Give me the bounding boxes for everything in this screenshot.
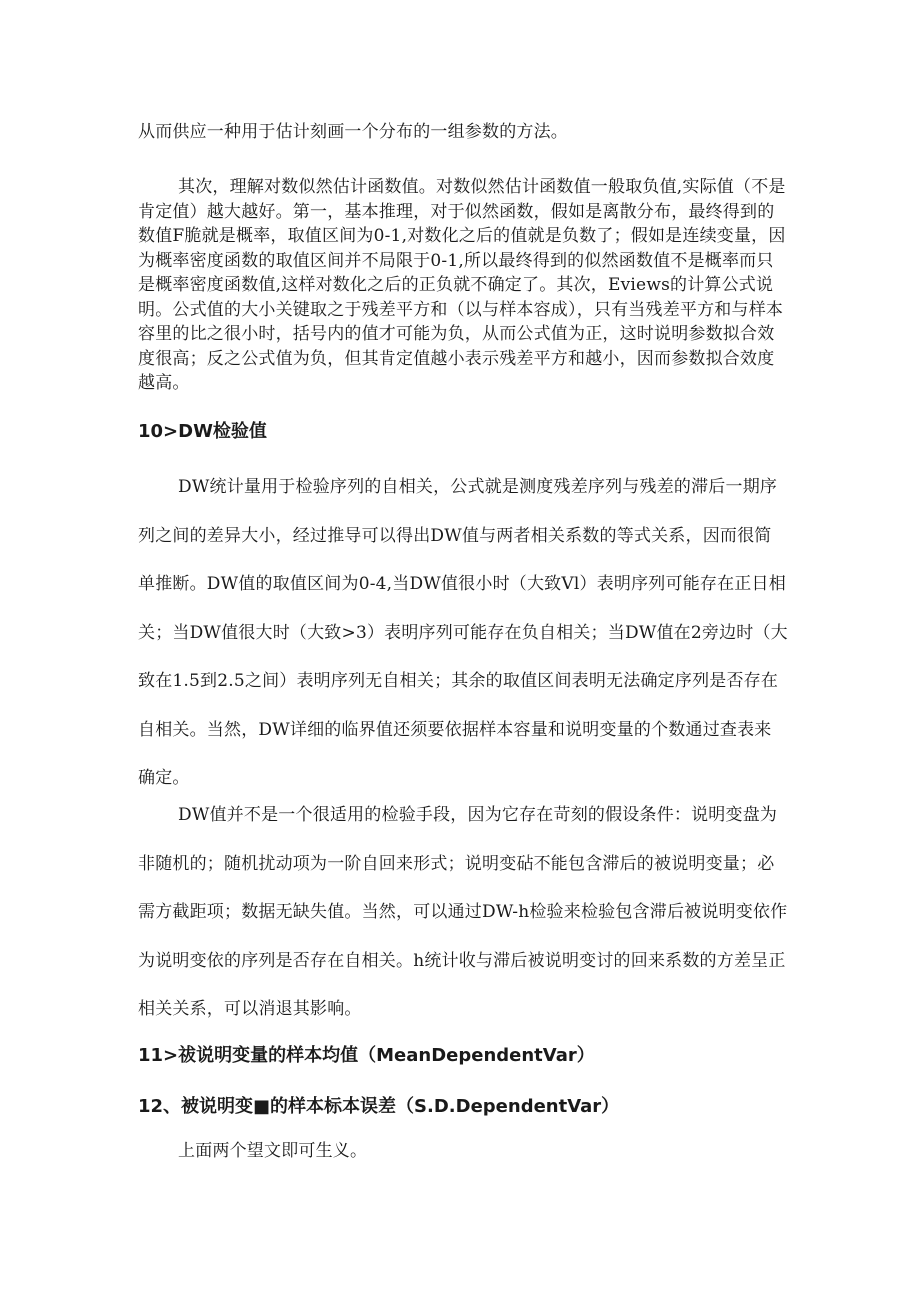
paragraph-closing-note: 上面两个望文即可生义。	[178, 1141, 368, 1161]
paragraph-intro-continuation: 从而供应一种用于估计刻画一个分布的一组参数的方法。	[138, 122, 568, 142]
section-heading-mean-dependent-var: 11>祓说明变量的样本均值（MeanDependentVar）	[138, 1045, 595, 1066]
paragraph-log-likelihood: 其次，理解对数似然估计函数值。对数似然估计函数值一般取负值,实际值（不是肯定值）越大越好。第一，基本推理，对于似然函数，假如是离散分布，最终得到的数值F脆就是概率，取值区间为0-1,对数化之后的值就是负数了；假如是连续变量，因为概率密度函数的取值区间并不局限于0-1,所以最终得到的似然函数值不是概率而只是概率密度函数值,这样对数化之后的正负就不确定了。其次，Eviews的计算公式说明。公式值的大小关键取之于残差平方和（以与样本容成），只有当残差平方和与样本容里的比之很小时，括号内的值才可能为负，从而公式值为正，这时说明参数拟合效度很高；反之公式值为负，但其肯定值越小表示残差平方和越小，因而参数拟合效度越高。	[138, 177, 786, 393]
section-heading-sd-dependent-var: 12、被说明变■的样本标本误差（S.D.DependentVar）	[138, 1096, 620, 1117]
section-heading-dw-statistic: 10>DW检验值	[138, 421, 267, 442]
paragraph-dw-limitations: DW值并不是一个很适用的检验手段，因为它存在苛刻的假设条件：说明变盘为非随机的；随机扰动项为一阶自回来形式；说明变砧不能包含滞后的被说明变量；必需方截距项；数据无缺失值。当然，可以通过DW-h检验来检验包含滞后被说明变依作为说明变依的序列是否存在自相关。h统计收与滞后被说明变讨的回来系数的方差呈正相关关系，可以消退其影响。	[138, 805, 788, 1019]
paragraph-dw-definition: DW统计量用于检验序列的自相关，公式就是测度残差序列与残差的滞后一期序列之间的差异大小，经过推导可以得出DW值与两者相关系数的等式关系，因而很简单推断。DW值的取值区间为0-4,当DW值很小时（大致Vl）表明序列可能存在正日相关；当DW值很大时（大致>3）表明序列可能存在负自相关；当DW值在2旁边时（大致在1.5到2.5之间）表明序列无自相关；其余的取值区间表明无法确定序列是否存在自相关。当然，DW详细的临界值还须要依据样本容量和说明变量的个数通过查表来确定。	[138, 477, 788, 788]
